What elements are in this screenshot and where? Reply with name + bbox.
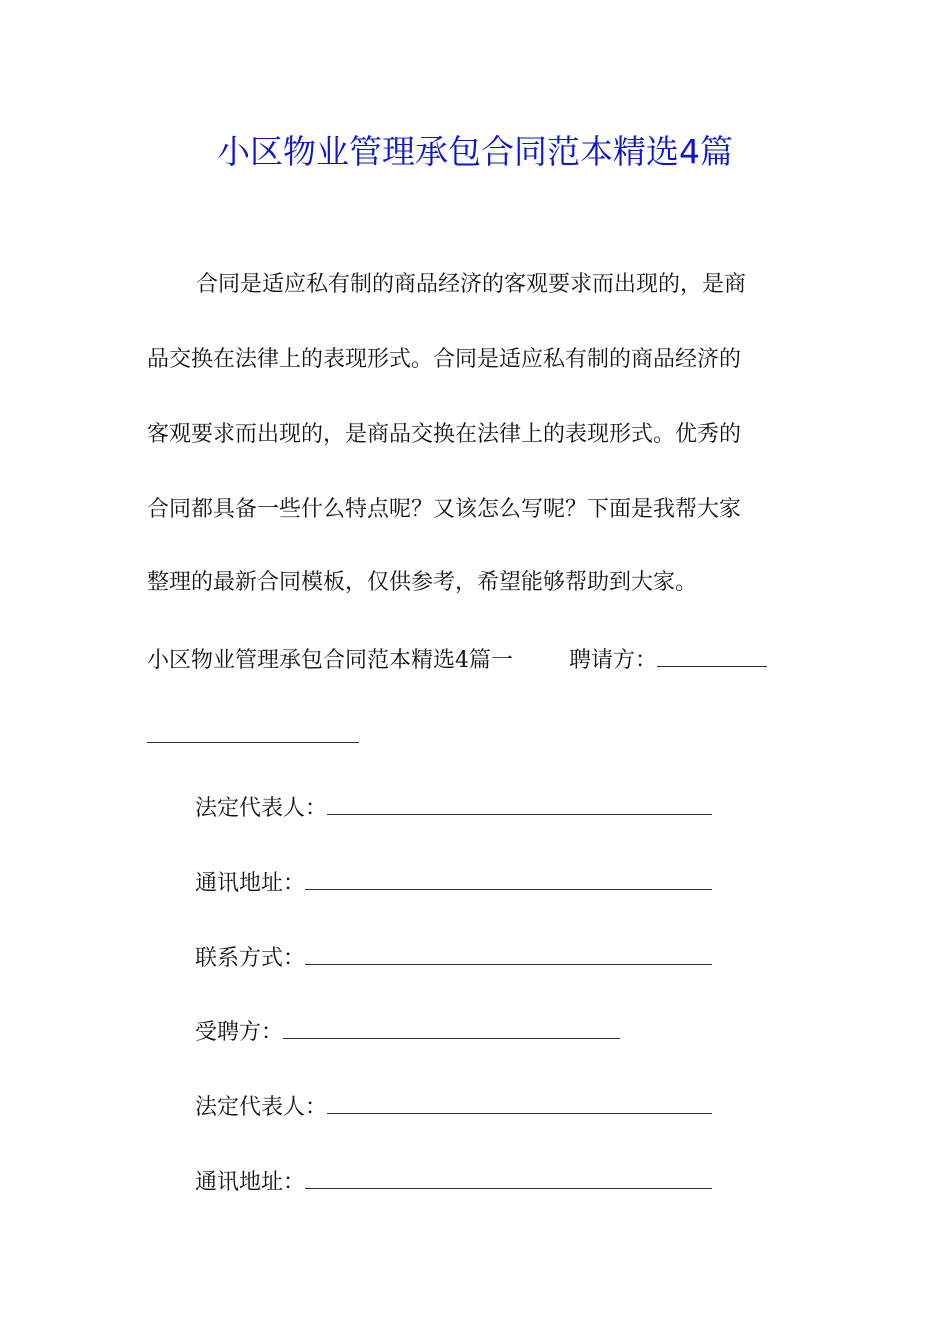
section-heading-row (147, 644, 807, 677)
field-blank (327, 792, 712, 815)
field-label: 联系方式： (195, 946, 306, 971)
intro-line: 整理的最新合同模板，仅供参考，希望能够帮助到大家。 (147, 570, 698, 595)
employer-label: 聘请方： (569, 648, 658, 673)
field-blank (283, 1016, 620, 1039)
employer-blank-continued (147, 742, 359, 743)
field-label: 通讯地址： (195, 871, 306, 896)
section-heading: 小区物业管理承包合同范本精选4篇一 (147, 648, 513, 673)
field-label: 法定代表人： (195, 796, 328, 821)
employer-blank (657, 644, 767, 667)
field-blank (327, 1091, 712, 1114)
page-title: 小区物业管理承包合同范本精选4篇 (217, 132, 733, 171)
form-field-address (195, 867, 712, 900)
intro-line: 合同都具备一些什么特点呢？又该怎么写呢？下面是我帮大家 (147, 497, 742, 522)
form-field-legal-rep (195, 792, 712, 825)
form-field-address-2 (195, 1166, 712, 1199)
intro-line: 客观要求而出现的，是商品交换在法律上的表现形式。优秀的 (147, 422, 742, 447)
intro-line: 品交换在法律上的表现形式。合同是适应私有制的商品经济的 (147, 347, 742, 372)
field-blank (305, 942, 712, 965)
field-label: 受聘方： (195, 1020, 284, 1045)
form-field-legal-rep-2 (195, 1091, 712, 1124)
field-blank (305, 867, 712, 890)
intro-line: 合同是适应私有制的商品经济的客观要求而出现的，是商 (196, 272, 747, 297)
field-label: 通讯地址： (195, 1170, 306, 1195)
form-field-contact (195, 942, 712, 975)
field-label: 法定代表人： (195, 1095, 328, 1120)
form-field-employee (195, 1016, 620, 1049)
field-blank (305, 1166, 712, 1189)
